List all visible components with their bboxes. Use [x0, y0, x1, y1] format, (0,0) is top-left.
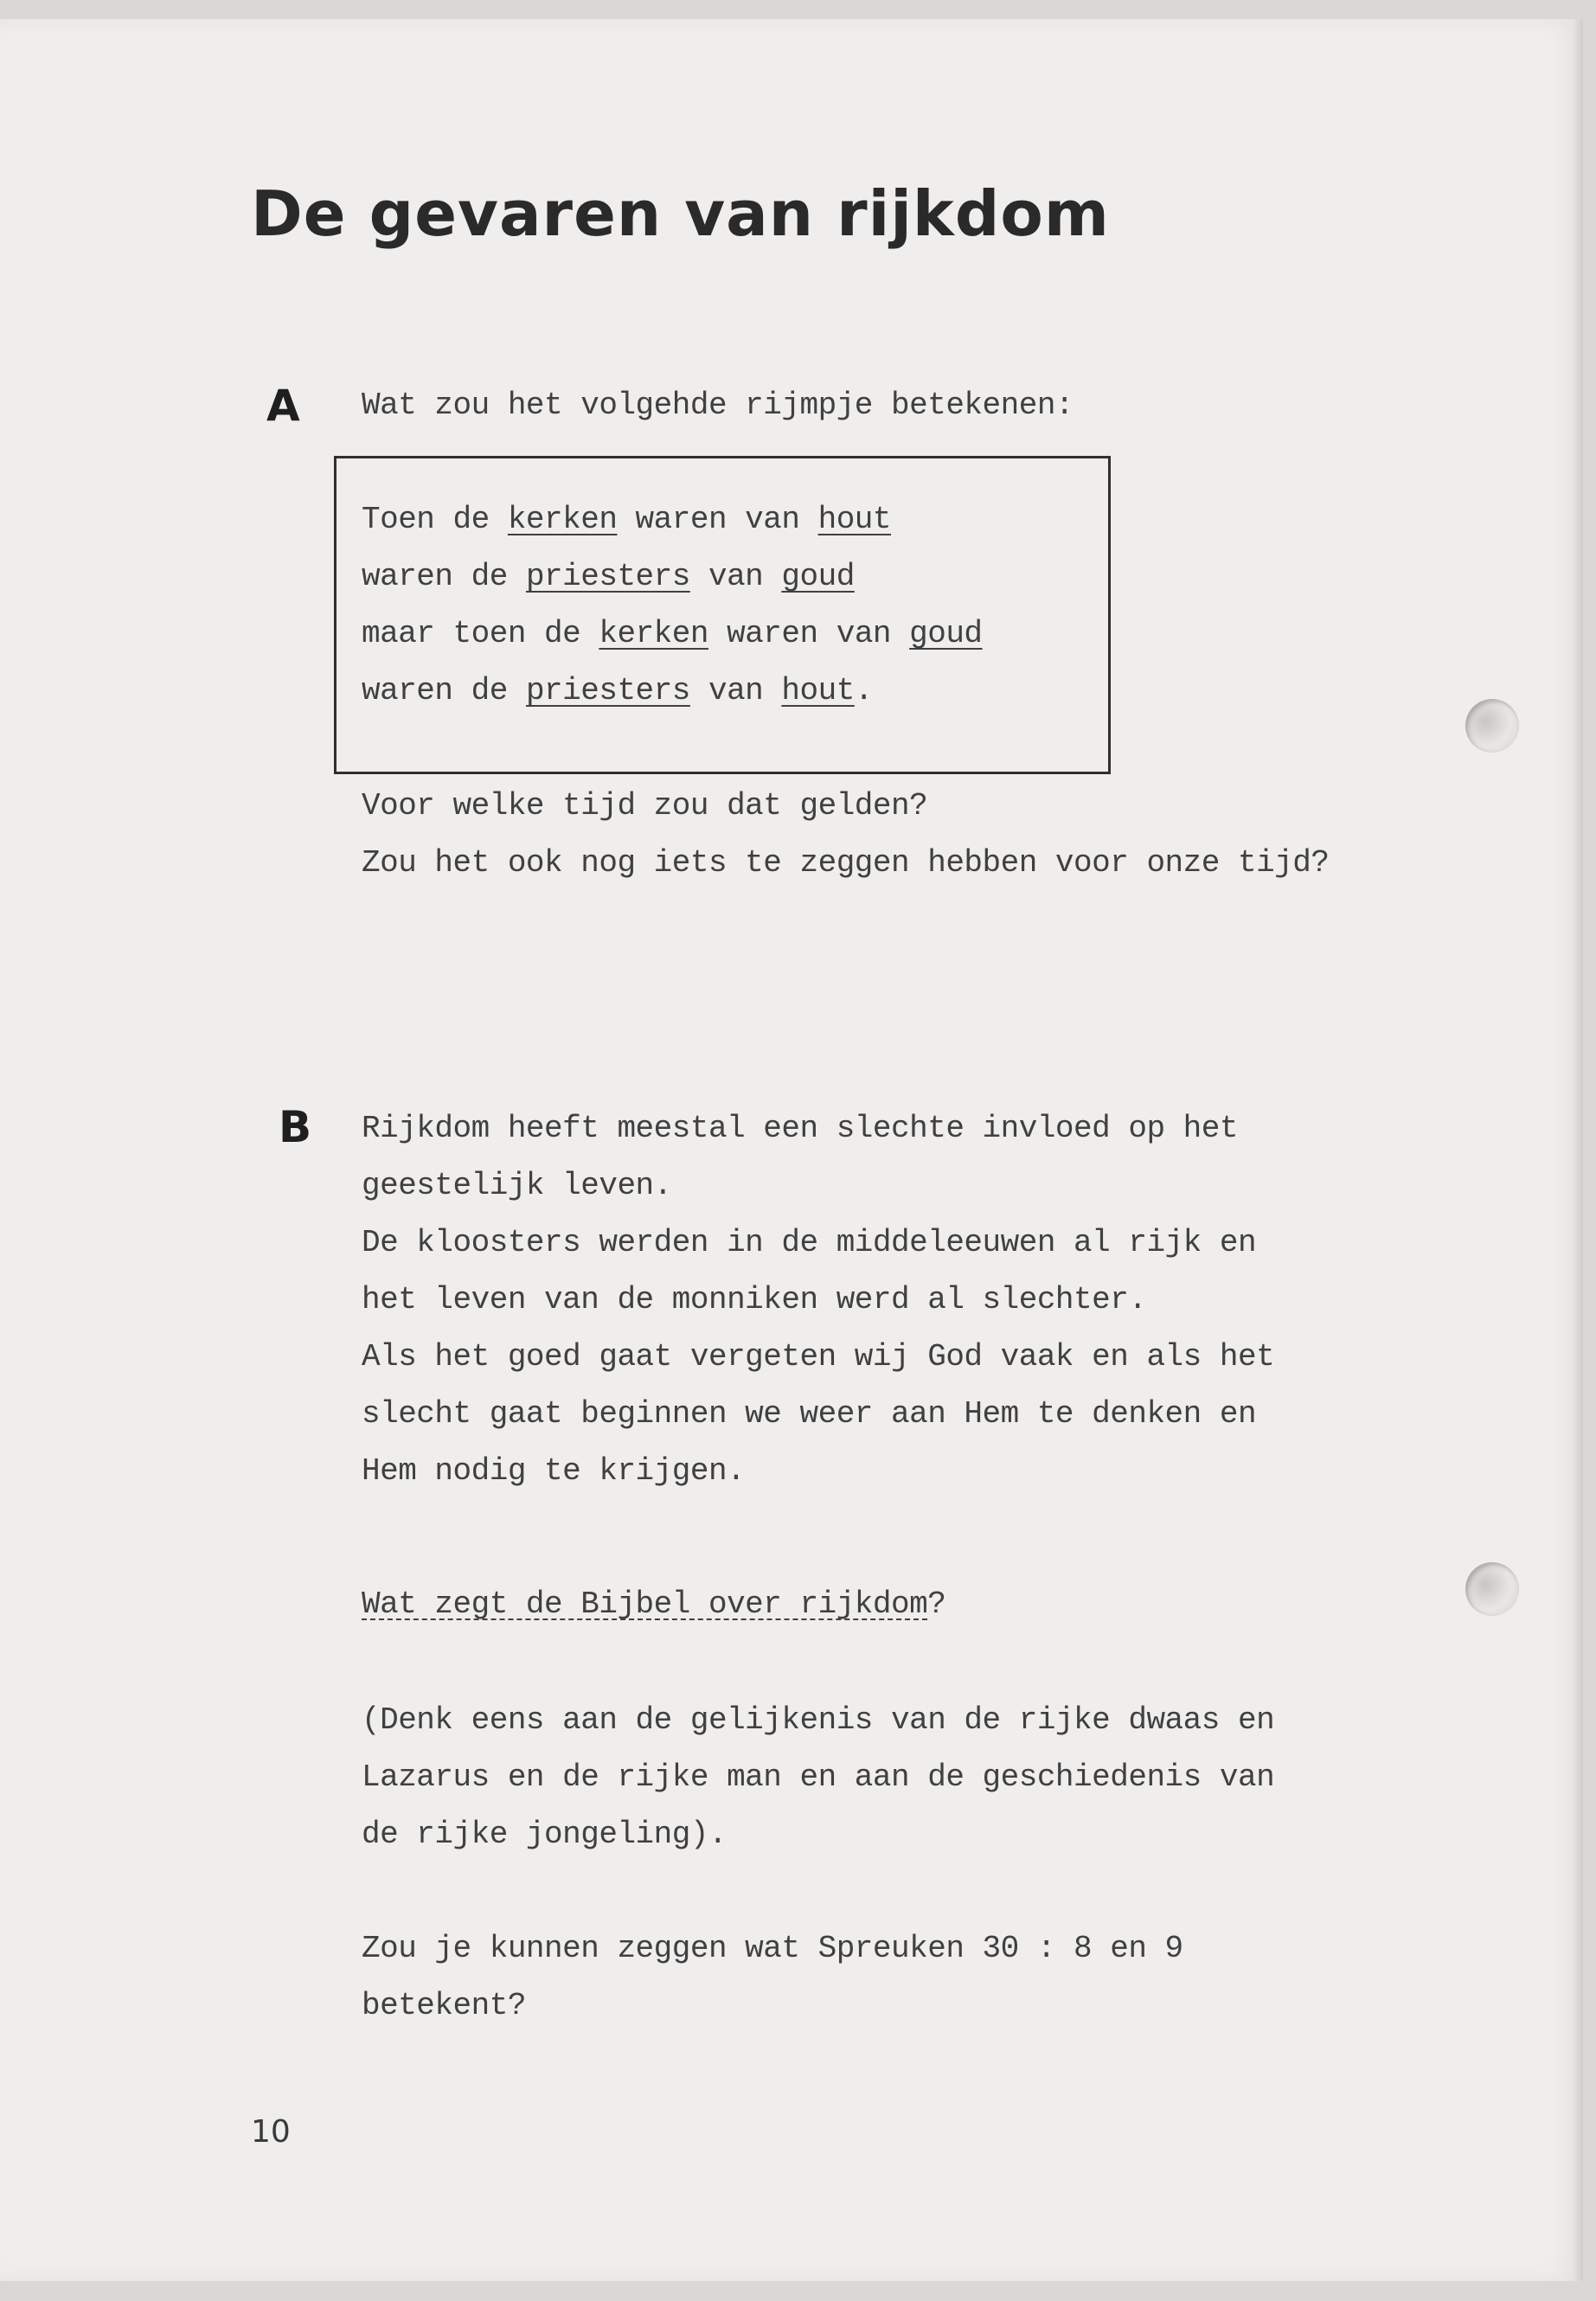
proverb-question: Zou je kunnen zeggen wat Spreuken 30 : 8 en 9: [362, 1931, 1183, 1966]
poem-underlined-word: hout: [817, 502, 892, 537]
poem-underlined-word: priesters: [525, 559, 690, 594]
section-b-line: het leven van de monniken werd al slechter.: [362, 1282, 1147, 1317]
poem-text: waren van: [708, 616, 910, 651]
section-b-line: De kloosters werden in de middeleeuwen al rijk en: [362, 1225, 1257, 1260]
proverb-question: betekent?: [362, 1988, 526, 2023]
poem-line-1: [362, 502, 891, 537]
poem-text: Toen de: [362, 502, 508, 537]
section-b-marker: B: [279, 1102, 312, 1152]
poem-text: van: [689, 673, 782, 708]
bible-question-text: Wat zegt de Bijbel over rijkdom: [362, 1586, 928, 1622]
section-a-followup-2: Zou het ook nog iets te zeggen hebben voor onze tijd?: [362, 845, 1330, 881]
page-edge: [1573, 19, 1583, 2281]
binder-hole-top: [1465, 699, 1519, 753]
section-b-line: Rijkdom heeft meestal een slechte invloed op het: [362, 1111, 1238, 1146]
poem-text: maar toen de: [362, 616, 599, 651]
section-a-marker: A: [266, 381, 300, 431]
poem-text: van: [689, 559, 782, 594]
section-a-followup-1: Voor welke tijd zou dat gelden?: [362, 788, 928, 824]
poem-underlined-word: priesters: [525, 673, 690, 708]
hint-line: de rijke jongeling).: [362, 1817, 727, 1852]
bible-question-mark: ?: [927, 1586, 946, 1622]
poem-text: waren de: [362, 673, 526, 708]
poem-text: waren van: [617, 502, 818, 537]
section-b-line: Als het goed gaat vergeten wij God vaak en als het: [362, 1339, 1275, 1375]
poem-line-3: [362, 616, 983, 651]
hint-line: Lazarus en de rijke man en aan de geschiedenis van: [362, 1759, 1275, 1795]
poem-underlined-word: goud: [781, 559, 855, 594]
page-title: De gevaren van rijkdom: [251, 177, 1110, 250]
poem-line-2: [362, 559, 855, 594]
hint-line: (Denk eens aan de gelijkenis van de rijke dwaas en: [362, 1702, 1275, 1738]
poem-underlined-word: goud: [909, 616, 983, 651]
poem-underlined-word: kerken: [507, 502, 618, 537]
section-b-line: slecht gaat beginnen we weer aan Hem te denken en: [362, 1396, 1257, 1432]
poem-text: .: [854, 673, 873, 708]
bible-question: [362, 1586, 945, 1622]
poem-underlined-word: kerken: [599, 616, 708, 651]
section-b-line: geestelijk leven.: [362, 1168, 672, 1203]
binder-hole-bottom: [1465, 1562, 1519, 1616]
section-b-line: Hem nodig te krijgen.: [362, 1453, 746, 1489]
poem-text: waren de: [362, 559, 526, 594]
page-number: 10: [251, 2114, 291, 2150]
section-a-question: Wat zou het volgehde rijmpje betekenen:: [362, 388, 1074, 423]
poem-line-4: [362, 673, 873, 708]
poem-underlined-word: hout: [781, 673, 855, 708]
